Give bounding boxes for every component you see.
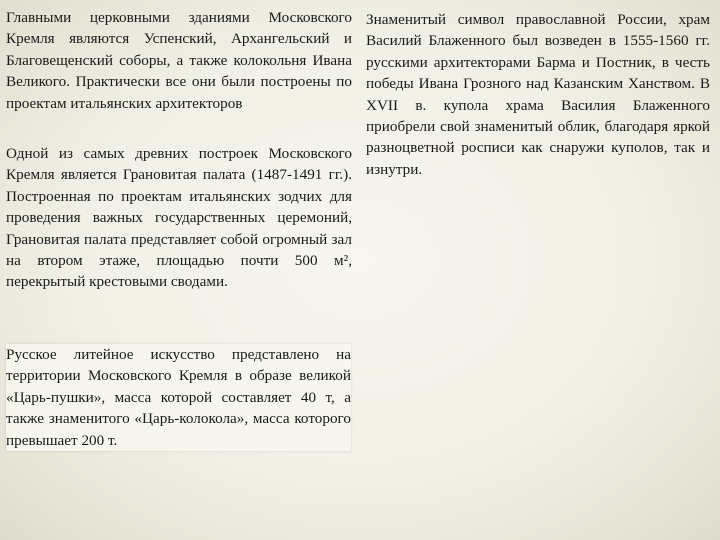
text-block-st-basils-cathedral: Знаменитый символ православной России, храм Василий Блаженного был возведен в 1555-1560 гг. русскими архитекторами Барма и Постник, в честь победы Ивана Грозного над Казанским Ханством. В XVII в. купола храма Василия Блаженного приобрели свой знаменитый облик, благодаря яркой разноцветной росписи как снаружи куполов, так и изнутри. [366,11,710,178]
text-block-tsar-cannon-bell: Русское литейное искусство представлено на территории Московского Кремля в образе великой «Царь-пушки», масса которой составляет 40 т, а также знаменитого «Царь-колокола», масса которого превышает 200 т. [6,344,351,451]
text-block-faceted-chamber: Одной из самых древних построек Московского Кремля является Грановитая палата (1487-1491 гг.). Построенная по проектам итальянских зодчих для проведения важных государственных церемоний, Грановитая палата представляет собой огромный зал на втором этаже, площадью почти 500 м², перекрытый крестовыми сводами. [6,145,352,291]
text-block-cathedrals: Главными церковными зданиями Московского Кремля являются Успенский, Архангельский и Благовещенский соборы, а также колокольня Ивана Великого. Практически все они были построены по проектам итальянских архитекторов [6,9,352,112]
